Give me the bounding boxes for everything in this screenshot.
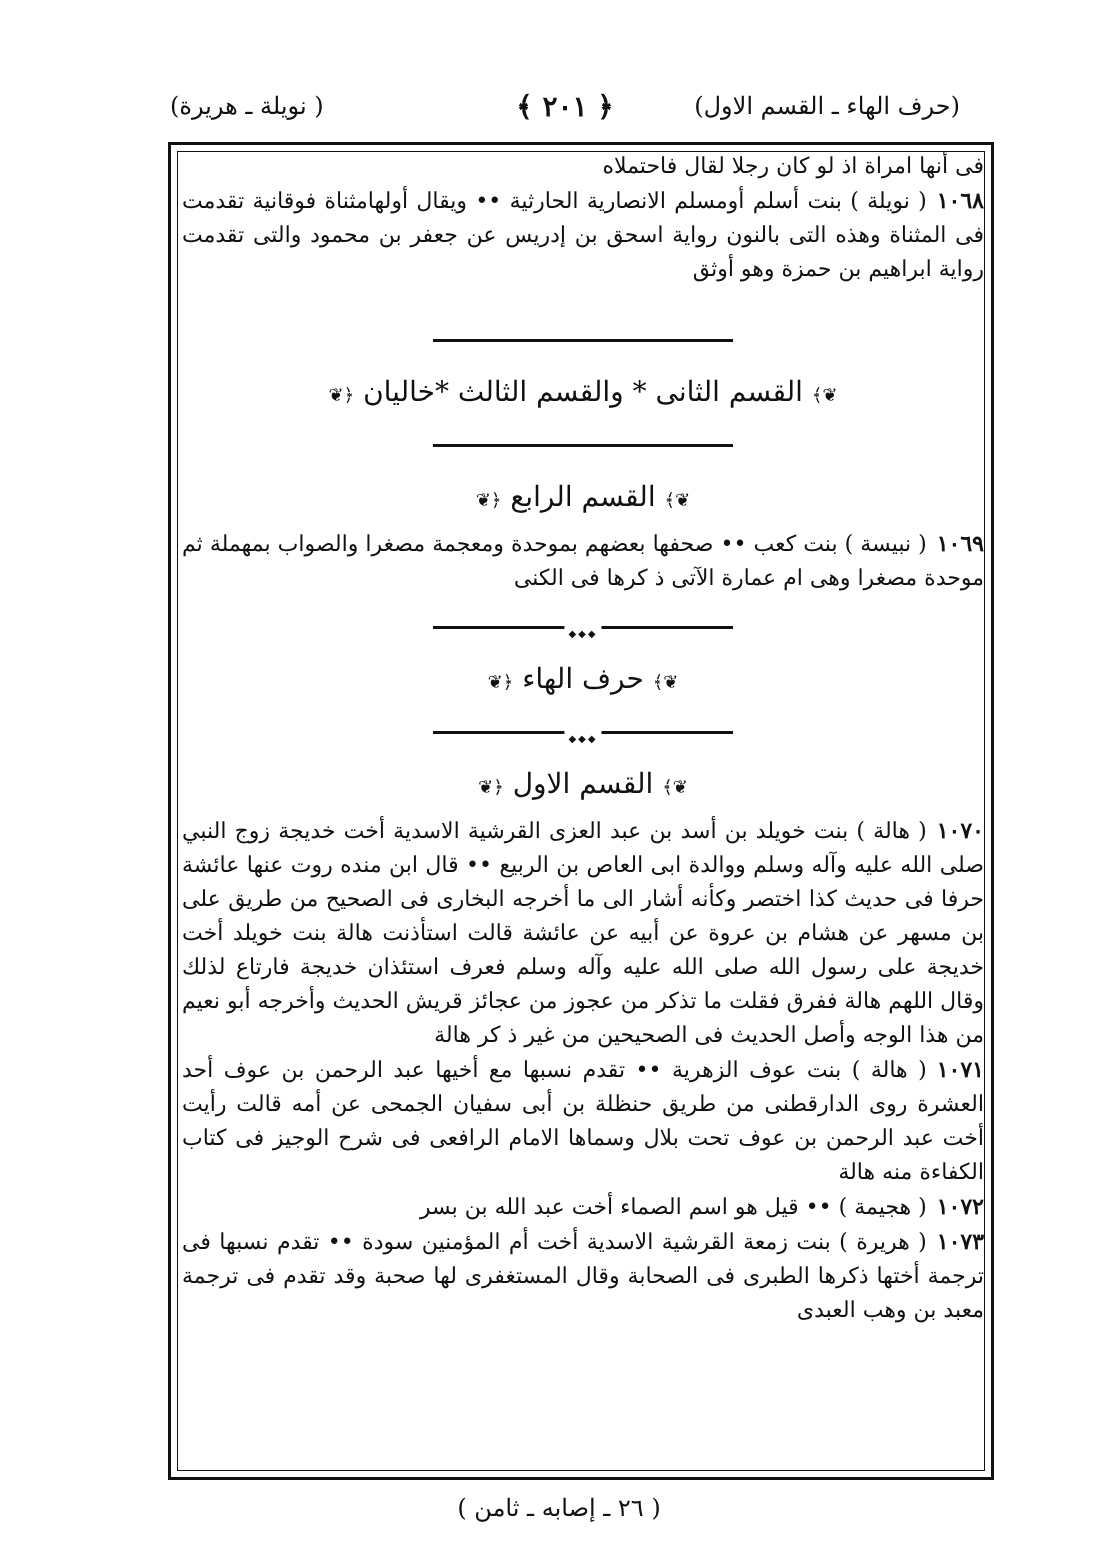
entry-text: ( نويلة ) بنت أسلم أومسلم الانصارية الحارثية •• ويقال أولهامثناة فوقانية تقدمت فى المثناة وهذه التى بالنون رواية اسحق بن إدريس عن جعفر بن محمود والتى تقدمت رواية ابراهيم بن حمزة وهو أوثق	[182, 189, 984, 282]
entry-1068	[182, 184, 984, 287]
entry-1071	[182, 1053, 984, 1190]
ornamental-divider	[433, 731, 733, 734]
entry-number: ١٠٧٣	[936, 1229, 985, 1255]
divider	[433, 339, 733, 342]
ornament-icon: ❦﴾	[662, 777, 688, 798]
header-entry-range: ( نويلة ـ هريرة)	[170, 92, 324, 120]
signature-line: ( ٢٦ ـ إصابه ـ ثامن )	[457, 1494, 661, 1522]
ornament-icon: ﴿❦	[487, 672, 514, 693]
page-number: ﴿ ٢٠١ ﴾	[516, 90, 614, 123]
running-header	[170, 92, 960, 134]
ornament-icon: ❦﴾	[664, 490, 691, 511]
ornamental-divider	[433, 626, 733, 629]
divider	[433, 444, 733, 447]
header-section-name: (حرف الهاء ـ القسم الاول)	[694, 92, 960, 120]
letter-heading-ha: ❦﴾ حرف الهاء ﴿❦	[487, 662, 679, 695]
entry-number: ١٠٧٢	[936, 1194, 984, 1220]
entry-1072	[182, 1190, 984, 1225]
entry-number: ١٠٦٨	[936, 188, 984, 214]
main-text	[182, 150, 984, 1328]
entry-text: ( هالة ) بنت عوف الزهرية •• تقدم نسبها مع أخيها عبد الرحمن بن عوف أحد العشرة روى الدارقطنى من طريق حنظلة بن أبى سفيان الجمحى عن أمه قالت رأيت أخت عبد الرحمن بن عوف تحت بلال وسماها الامام الرافعى فى شرح الوجيز فى كتاب الكفاءة منه هالة	[182, 1058, 984, 1185]
entry-1073	[182, 1225, 984, 1328]
entry-text: ( هريرة ) بنت زمعة القرشية الاسدية أخت أم المؤمنين سودة •• تقدم نسبها فى ترجمة أختها ذكرها الطبرى فى الصحابة وقال المستغفرى لها صحبة وقد تقدم فى ترجمة معبد بن وهب العبدى	[182, 1230, 984, 1323]
ornament-icon: ❦﴾	[811, 385, 838, 406]
entry-text: ( هالة ) بنت خويلد بن أسد بن عبد العزى القرشية الاسدية أخت خديجة زوج النبي صلى الله عليه وآله وسلم ووالدة ابى العاص بن الربيع •• قال ابن منده روت عنها عائشة حرفا فى حديث كذا اختصر وكأنه أشار الى ما أخرجه البخارى فى الصحيح من طريق على بن مسهر عن هشام بن عروة عن أبيه عن عائشة قالت استأذنت هالة بنت خويلد أخت خديجة على رسول الله صلى الله عليه وآله وسلم فعرف استئذان خديجة فارتاع لذلك وقال اللهم هالة ففرق فقلت ما تذكر من عجوز من عجائز قريش الحديث وأخرجه أبو نعيم من هذا الوجه وأصل الحديث فى الصحيحين من غير ذ كر هالة	[182, 819, 984, 1048]
entry-1070	[182, 814, 984, 1053]
entry-number: ١٠٧١	[936, 1057, 984, 1083]
section-heading-4: ❦﴾ القسم الرابع ﴿❦	[475, 480, 691, 513]
section-heading-2-3: ❦﴾ القسم الثانى * والقسم الثالث *خاليان ﴿❦	[328, 375, 838, 408]
ornament-icon: ❦﴾	[652, 672, 679, 693]
paragraph-continuation: فى أنها امراة اذ لو كان رجلا لقال فاحتملاه	[602, 154, 984, 179]
entry-1069	[182, 527, 984, 596]
ornament-icon: ﴿❦	[478, 777, 504, 798]
ornament-icon: ﴿❦	[328, 385, 355, 406]
section-heading-1: ❦﴾ القسم الاول ﴿❦	[478, 767, 688, 800]
entry-number: ١٠٧٠	[936, 818, 984, 844]
entry-text: ( هجيمة ) •• قيل هو اسم الصماء أخت عبد الله بن بسر	[419, 1195, 927, 1220]
entry-number: ١٠٦٩	[936, 531, 984, 557]
entry-text: ( نبيسة ) بنت كعب •• صحفها بعضهم بموحدة ومعجمة مصغرا والصواب بمهملة ثم موحدة مصغرا وهى ام عمارة الآتى ذ كرها فى الكنى	[182, 532, 984, 591]
ornament-icon: ﴿❦	[475, 490, 502, 511]
